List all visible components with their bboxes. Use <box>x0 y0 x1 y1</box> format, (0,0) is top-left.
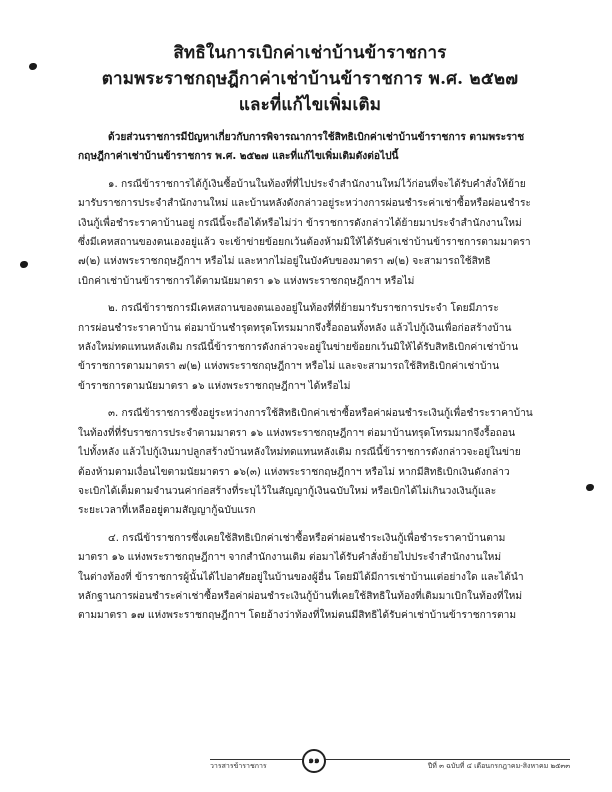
paragraph-line: เบิกค่าเช่าบ้านข้าราชการได้ตามนัยมาตรา ๑๖ แห่งพระราชกฤษฎีกาฯ หรือไม่ <box>78 275 415 287</box>
paragraph-line: ระยะเวลาที่เหลืออยู่ตามสัญญากู้ฉบับแรก <box>78 505 256 517</box>
question-item-3 <box>78 404 572 520</box>
footer-divider <box>210 759 570 760</box>
paragraph-line: ซึ่งมีเคหสถานของตนเองอยู่แล้ว จะเข้าข่ายข้อยกเว้นต้องห้ามมิให้ได้รับค่าเช่าบ้านข้าราชการตามมาตรา <box>78 237 531 249</box>
paragraph-line: ๔. กรณีข้าราชการซึ่งเคยใช้สิทธิเบิกค่าเช่าซื้อหรือค่าผ่อนชำระเงินกู้เพื่อชำระราคาบ้านตาม <box>108 532 506 544</box>
question-item-4 <box>78 529 572 626</box>
question-item-1 <box>78 175 572 291</box>
paragraph-line: ตามมาตรา ๑๗ แห่งพระราชกฤษฎีกาฯ โดยอ้างว่าท้องที่ใหม่ตนมีสิทธิได้รับค่าเช่าบ้านข้าราชการตาม <box>78 610 517 622</box>
ink-blot-mark <box>29 63 37 70</box>
paragraph-line: มารับราชการประจำสำนักงานใหม่ และบ้านหลังดังกล่าวอยู่ระหว่างการผ่อนชำระค่าเช่าซื้อหรือผ่อนชำระ <box>78 198 531 210</box>
paragraph-line: ๑. กรณีข้าราชการได้กู้เงินซื้อบ้านในท้องที่ที่ไปประจำสำนักงานใหม่ไว้ก่อนที่จะได้รับคำสั่งให้ย้าย <box>108 178 526 190</box>
paragraph-line: หลังใหม่ทดแทนหลังเดิม กรณีนี้ข้าราชการดังกล่าวจะอยู่ในข่ายข้อยกเว้นมิให้ได้รับสิทธิเบิกค่าเช่าบ้าน <box>78 342 519 354</box>
paragraph-line: ต้องห้ามตามเงื่อนไขตามนัยมาตรา ๑๖(๓) แห่งพระราชกฤษฎีกาฯ หรือไม่ หากมีสิทธิเบิกเงินดังกล่าว <box>78 466 510 478</box>
intro-paragraph <box>78 128 572 167</box>
ink-blot-mark <box>20 261 28 268</box>
paragraph-line: ๓. กรณีข้าราชการซึ่งอยู่ระหว่างการใช้สิทธิเบิกค่าเช่าซื้อหรือค่าผ่อนชำระเงินกู้เพื่อชำระราคาบ้าน <box>108 408 533 420</box>
intro-line: กฤษฎีกาค่าเช่าบ้านข้าราชการ พ.ศ. ๒๕๒๗ และที่แก้ไขเพิ่มเติมดังต่อไปนี้ <box>78 151 399 163</box>
paragraph-line: ในต่างท้องที่ ข้าราชการผู้นั้นได้ไปอาศัยอยู่ในบ้านของผู้อื่น โดยมิได้มีการเช่าบ้านแต่อย่างใด และได้นำ <box>78 571 524 583</box>
paragraph-line: ๒. กรณีข้าราชการมีเคหสถานของตนเองอยู่ในท้องที่ที่ย้ายมารับราชการประจำ โดยมีภาระ <box>108 303 499 315</box>
paragraph-line: ๗(๒) แห่งพระราชกฤษฎีกาฯ หรือไม่ และหากไม่อยู่ในบังคับของมาตรา ๗(๒) จะสามารถใช้สิทธิ <box>78 256 491 268</box>
paragraph-line: ไปทั้งหลัง แล้วไปกู้เงินมาปลูกสร้างบ้านหลังใหม่ทดแทนหลังเดิม กรณีนี้ข้าราชการดังกล่าวจะอยู่ในข่าย <box>78 447 521 459</box>
paragraph-line: การผ่อนชำระราคาบ้าน ต่อมาบ้านชำรุดทรุดโทรมมากจึงรื้อถอนทั้งหลัง แล้วไปกู้เงินเพื่อก่อสร้างบ้าน <box>78 322 512 334</box>
title-line-3: และที่แก้ไขเพิ่มเติม <box>238 95 382 115</box>
ink-blot-mark <box>586 484 594 491</box>
document-title <box>70 40 550 118</box>
title-line-2: ตามพระราชกฤษฎีกาค่าเช่าบ้านข้าราชการ พ.ศ. ๒๕๒๗ <box>101 69 519 89</box>
paragraph-line: ข้าราชการตามมาตรา ๗(๒) แห่งพระราชกฤษฎีกาฯ หรือไม่ และจะสามารถใช้สิทธิเบิกค่าเช่าบ้าน <box>78 361 500 373</box>
paragraph-line: ข้าราชการตามนัยมาตรา ๑๖ แห่งพระราชกฤษฎีกาฯ ได้หรือไม่ <box>78 380 351 392</box>
question-item-2 <box>78 299 572 396</box>
paragraph-line: จะเบิกได้เต็มตามจำนวนค่าก่อสร้างที่ระบุไว้ในสัญญากู้เงินฉบับใหม่ หรือเบิกได้ไม่เกินวงเงินกู้และ <box>78 485 497 497</box>
document-body <box>78 128 572 634</box>
paragraph-line: เงินกู้เพื่อชำระราคาบ้านอยู่ กรณีนี้จะถือได้หรือไม่ว่า ข้าราชการดังกล่าวได้ย้ายมาประจำสำนักงานใหม่ <box>78 217 522 229</box>
intro-line: ด้วยส่วนราชการมีปัญหาเกี่ยวกับการพิจารณาการใช้สิทธิเบิกค่าเช่าบ้านข้าราชการ ตามพระราช <box>108 132 525 143</box>
paragraph-line: มาตรา ๑๖ แห่งพระราชกฤษฎีกาฯ จากสำนักงานเดิม ต่อมาได้รับคำสั่งย้ายไปประจำสำนักงานใหม่ <box>78 552 502 564</box>
issue-info: ปีที่ ๓ ฉบับที่ ๔ เดือนกรกฎาคม-สิงหาคม ๒๕๓๓ <box>427 762 570 770</box>
title-line-1: สิทธิในการเบิกค่าเช่าบ้านข้าราชการ <box>173 43 447 63</box>
paragraph-line: ในท้องที่ที่รับราชการประจำตามมาตรา ๑๖ แห่งพระราชกฤษฎีกาฯ ต่อมาบ้านทรุดโทรมมากจึงรื้อถอน <box>78 427 516 439</box>
page-footer <box>210 749 570 771</box>
page-number: ๑๑ <box>302 749 326 773</box>
paragraph-line: หลักฐานการผ่อนชำระค่าเช่าซื้อหรือค่าผ่อนชำระเงินกู้บ้านที่เคยใช้สิทธิในท้องที่เดิมมาเบิกในท้องที่ใหม่ <box>78 590 523 602</box>
journal-name: วารสารข้าราชการ <box>210 762 267 770</box>
